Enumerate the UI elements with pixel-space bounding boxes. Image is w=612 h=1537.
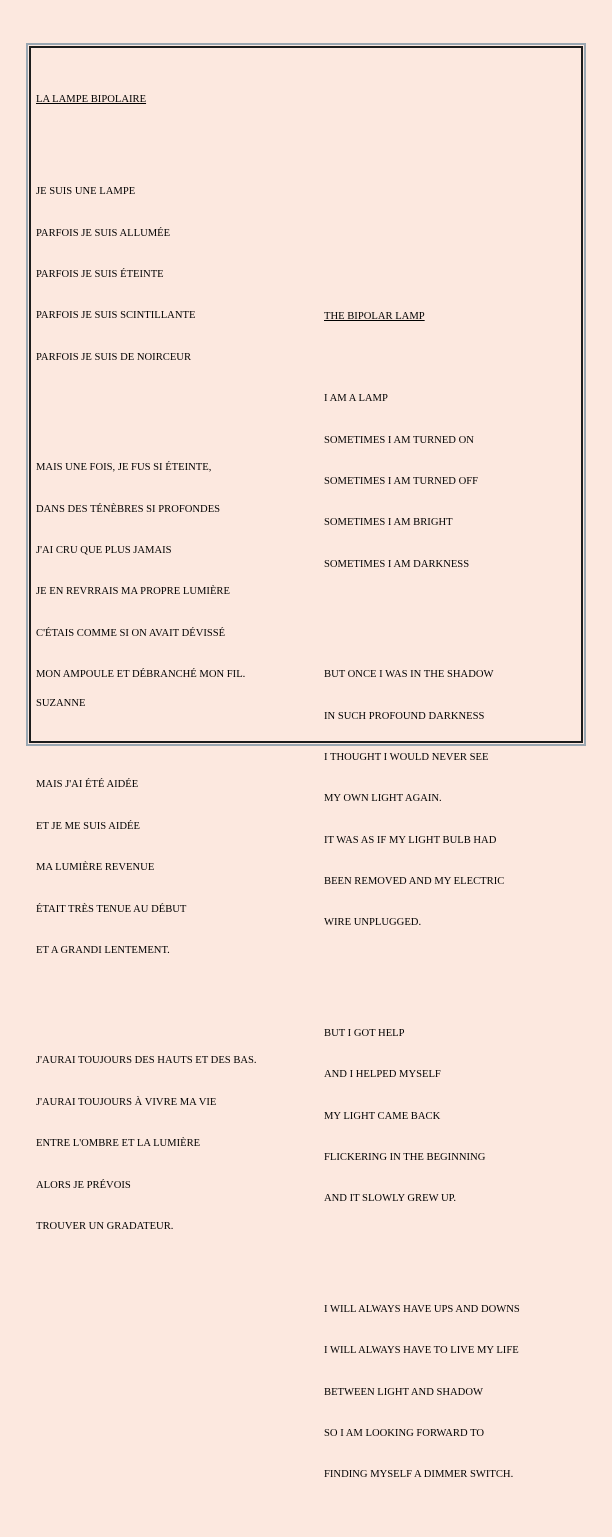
poem-line: MON AMPOULE ET DÉBRANCHÉ MON FIL. <box>36 669 246 681</box>
poem-line: SOMETIMES I AM TURNED ON <box>324 434 474 446</box>
poem-line: MY OWN LIGHT AGAIN. <box>324 793 442 805</box>
poem-line: I THOUGHT I WOULD NEVER SEE <box>324 751 489 763</box>
poem-line: ENTRE L'OMBRE ET LA LUMIÈRE <box>36 1138 201 1150</box>
poem-line: AND I HELPED MYSELF <box>324 1069 441 1081</box>
poem-line: IN SUCH PROFOUND DARKNESS <box>324 710 485 722</box>
english-stanza-1 <box>324 365 520 600</box>
poem-line: J'AI CRU QUE PLUS JAMAIS <box>36 544 172 556</box>
poem-line: SOMETIMES I AM DARKNESS <box>324 558 470 570</box>
poem-line: C'ÉTAIS COMME SI ON AVAIT DÉVISSÉ <box>36 627 226 639</box>
poem-line: J'AURAI TOUJOURS À VIVRE MA VIE <box>36 1096 217 1108</box>
poem-line: SOMETIMES I AM BRIGHT <box>324 517 453 529</box>
poem-line: PARFOIS JE SUIS ALLUMÉE <box>36 227 171 239</box>
poem-line: MA LUMIÈRE REVENUE <box>36 862 155 874</box>
poem-line: I WILL ALWAYS HAVE TO LIVE MY LIFE <box>324 1345 519 1357</box>
poem-line: I WILL ALWAYS HAVE UPS AND DOWNS <box>324 1303 520 1315</box>
english-stanza-3 <box>324 999 520 1234</box>
poem-line: BEEN REMOVED AND MY ELECTRIC <box>324 876 505 888</box>
poem-line: ÉTAIT TRÈS TENUE AU DÉBUT <box>36 903 187 915</box>
poem-line: SO I AM LOOKING FORWARD TO <box>324 1427 485 1439</box>
poem-line: ET JE ME SUIS AIDÉE <box>36 820 140 832</box>
poem-line: FINDING MYSELF A DIMMER SWITCH. <box>324 1469 514 1481</box>
poem-line: BETWEEN LIGHT AND SHADOW <box>324 1386 483 1398</box>
poem-line: PARFOIS JE SUIS ÉTEINTE <box>36 268 164 280</box>
poem-line: MY LIGHT CAME BACK <box>324 1110 441 1122</box>
poem-line: ET A GRANDI LENTEMENT. <box>36 945 170 957</box>
poem-line: TROUVER UN GRADATEUR. <box>36 1220 174 1232</box>
poem-line: ALORS JE PRÉVOIS <box>36 1179 131 1191</box>
poem-line: WIRE UNPLUGGED. <box>324 917 422 929</box>
poem-line: PARFOIS JE SUIS SCINTILLANTE <box>36 310 196 322</box>
french-poem-title: LA LAMPE BIPOLAIRE <box>36 94 147 105</box>
poem-line: BUT ONCE I WAS IN THE SHADOW <box>324 669 494 681</box>
poem-line: IT WAS AS IF MY LIGHT BULB HAD <box>324 834 497 846</box>
french-stanza-3 <box>36 751 257 986</box>
poem-line: J'AURAI TOUJOURS DES HAUTS ET DES BAS. <box>36 1055 257 1067</box>
poem-line: JE EN REVRRAIS MA PROPRE LUMIÈRE <box>36 586 230 598</box>
poem-line: MAIS J'AI ÉTÉ AIDÉE <box>36 779 139 791</box>
poem-line: DANS DES TÉNÈBRES SI PROFONDES <box>36 503 221 515</box>
poem-line: AND IT SLOWLY GREW UP. <box>324 1193 457 1205</box>
author-signature: SUZANNE <box>36 698 86 709</box>
poem-line: I AM A LAMP <box>324 393 388 405</box>
poem-line: MAIS UNE FOIS, JE FUS SI ÉTEINTE, <box>36 462 212 474</box>
english-poem-body <box>324 337 520 1537</box>
poem-line: PARFOIS JE SUIS DE NOIRCEUR <box>36 351 192 363</box>
poem-line: SOMETIMES I AM TURNED OFF <box>324 475 479 487</box>
english-stanza-2 <box>324 641 520 958</box>
french-stanza-1 <box>36 158 257 393</box>
french-stanza-2 <box>36 434 257 710</box>
french-stanza-4 <box>36 1027 257 1262</box>
poem-line: BUT I GOT HELP <box>324 1027 405 1039</box>
english-stanza-4 <box>324 1275 520 1510</box>
poem-line: FLICKERING IN THE BEGINNING <box>324 1152 486 1164</box>
english-poem-title: THE BIPOLAR LAMP <box>324 311 425 322</box>
poem-line: JE SUIS UNE LAMPE <box>36 186 136 198</box>
